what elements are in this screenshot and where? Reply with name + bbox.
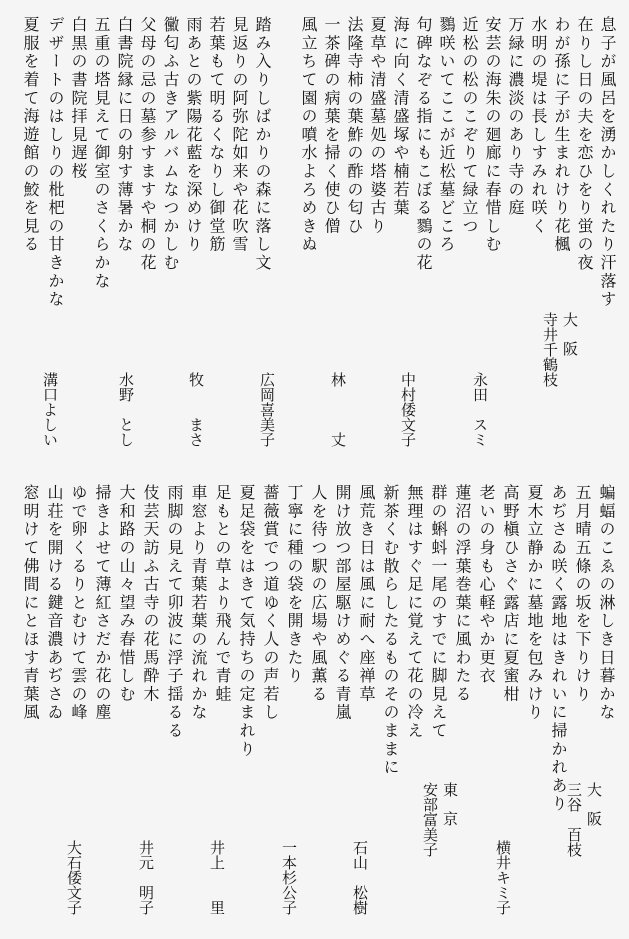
author-name: 三谷 百枝 xyxy=(565,782,583,857)
haiku-line: 足もとの草より飛んで青蛙 xyxy=(213,484,232,704)
haiku-line: 山荘を開ける鍵音濃あぢさゐ xyxy=(45,484,64,722)
author-place: 大阪 xyxy=(585,782,603,840)
haiku-line: 五重の塔見えて御室のさくらかな xyxy=(92,16,111,291)
author-name: 林 丈 xyxy=(329,372,347,447)
haiku-line: 水明の堤は長しすみれ咲く xyxy=(529,16,548,236)
haiku-line: 伎芸天訪ふ古寺の花馬酔木 xyxy=(141,484,160,704)
author-name: 横井キミ子 xyxy=(494,840,512,915)
author-credit xyxy=(116,372,136,447)
haiku-line: 窓明けて佛間にとほす青葉風 xyxy=(21,484,40,722)
author-name: 中村倭文子 xyxy=(399,372,417,447)
haiku-line: 風荒き日は風に耐へ座禅草 xyxy=(357,484,376,704)
haiku-line: 開け放つ部屋駆けめぐる青嵐 xyxy=(333,484,352,722)
author-credit xyxy=(186,372,206,447)
haiku-line: 雨脚の見えて卯波に浮子揺るる xyxy=(165,484,184,741)
author-name: 安部富美子 xyxy=(421,782,439,857)
haiku-line: 無理はすぐ足に覚えて花の冷え xyxy=(405,484,424,741)
author-credit xyxy=(64,840,84,915)
haiku-line: 風立ちて園の噴水よろめきぬ xyxy=(299,16,318,254)
haiku-line: 若葉もて明るくなりし御堂筋 xyxy=(207,16,226,254)
haiku-line: 法隆寺柿の葉鮓の酢の匂ひ xyxy=(345,16,364,236)
author-credit xyxy=(398,372,418,447)
haiku-line: 在りし日の夫を恋ひをり蛍の夜 xyxy=(575,16,594,273)
author-credit xyxy=(257,372,277,447)
author-name: 牧 まさ xyxy=(187,372,205,447)
haiku-line: あぢさゐ咲く露地はきれいに掃かれあり xyxy=(549,484,568,814)
author-credit xyxy=(136,840,156,915)
haiku-line: デザートのはしりの枇杷の甘きかな xyxy=(46,16,65,309)
haiku-line: 丁寧に種の袋を開きたり xyxy=(285,484,304,686)
haiku-line: 五月晴五條の坂を下りけり xyxy=(573,484,592,704)
author-name: 水野 とし xyxy=(117,372,135,447)
haiku-line: 蝙蝠のこゑの淋しき日暮かな xyxy=(597,484,616,722)
author-place: 東京 xyxy=(441,782,459,840)
author-credit xyxy=(420,782,460,857)
bottom-haiku-section xyxy=(0,470,629,939)
haiku-line: 白書院縁に日の射す薄暑かな xyxy=(115,16,134,254)
author-credit xyxy=(328,372,348,447)
author-credit xyxy=(350,840,370,915)
haiku-line: 雨あとの紫陽花藍を深めけり xyxy=(184,16,203,254)
haiku-line: 踏み入りしばかりの森に落し文 xyxy=(253,16,272,273)
author-name: 井元 明子 xyxy=(137,840,155,915)
haiku-line: ゆで卵くるりとむけて雲の峰 xyxy=(69,484,88,722)
haiku-line: 夏足袋をはきて気持ちの定まれり xyxy=(237,484,256,759)
author-credit xyxy=(40,372,60,447)
haiku-line: 大和路の山々望み春惜しむ xyxy=(117,484,136,704)
haiku-line: 息子が風呂を湧かしくれたり汗落す xyxy=(598,16,617,309)
haiku-line: 父母の忌の墓参すますや桐の花 xyxy=(138,16,157,273)
haiku-line: 海に向く清盛塚や楠若葉 xyxy=(391,16,410,218)
haiku-line: わが孫に子が生まれけり花楓 xyxy=(552,16,571,254)
author-name: 大石倭文子 xyxy=(65,840,83,915)
haiku-line: 万緑に濃淡のあり寺の庭 xyxy=(506,16,525,218)
haiku-line: 夏草や清盛墓処の塔婆古り xyxy=(368,16,387,236)
haiku-line: 夏服を着て海遊館の鮫を見る xyxy=(21,16,40,254)
haiku-line: 老いの身も心軽やか更衣 xyxy=(477,484,496,686)
haiku-line: 新茶くむ散らしたるものそのままに xyxy=(381,484,400,777)
haiku-line: 句碑なぞる指にもこぼる鷚の花 xyxy=(414,16,433,273)
haiku-line: 安芸の海朱の廻廊に春惜しむ xyxy=(483,16,502,254)
author-place: 大阪 xyxy=(561,312,579,370)
haiku-line: 蓮沼の浮葉巻葉に風わたる xyxy=(453,484,472,704)
haiku-line: 見返りの阿弥陀如来や花吹雪 xyxy=(230,16,249,254)
haiku-line: 群の蝌蚪一尾のすでに脚見えて xyxy=(429,484,448,741)
haiku-line: 薔薇賞でつ道ゆく人の声若し xyxy=(261,484,280,722)
author-name: 井上 里 xyxy=(208,840,226,915)
haiku-line: 掃きよせて薄紅さだか花の塵 xyxy=(93,484,112,722)
author-credit xyxy=(279,840,299,915)
author-credit xyxy=(493,840,513,915)
author-name: 一本杉公子 xyxy=(280,840,298,915)
author-name: 永田 スミ xyxy=(471,372,489,447)
haiku-line: 高野槇ひさぐ露店に夏蜜柑 xyxy=(501,484,520,704)
author-name: 石山 松樹 xyxy=(351,840,369,915)
author-name: 溝口よしい xyxy=(41,372,59,447)
author-name: 広岡喜美子 xyxy=(258,372,276,447)
haiku-line: 黴匂ふ古きアルバムなつかしむ xyxy=(161,16,180,273)
haiku-line: 鷚咲いてここが近松墓どころ xyxy=(437,16,456,254)
haiku-line: 人を待つ駅の広場や風薫る xyxy=(309,484,328,704)
author-credit xyxy=(207,840,227,915)
author-credit xyxy=(564,782,604,857)
author-name: 寺井千鶴枝 xyxy=(541,312,559,387)
haiku-line: 車窓より青葉若葉の流れかな xyxy=(189,484,208,722)
author-credit xyxy=(470,372,490,447)
haiku-line: 白黒の書院拝見遅桜 xyxy=(69,16,88,181)
haiku-line: 近松の松のこぞりて緑立つ xyxy=(460,16,479,236)
haiku-line: 一茶碑の病葉を掃く使ひ僧 xyxy=(322,16,341,236)
haiku-line: 夏木立静かに墓地を包みけり xyxy=(525,484,544,722)
author-credit xyxy=(540,312,580,387)
